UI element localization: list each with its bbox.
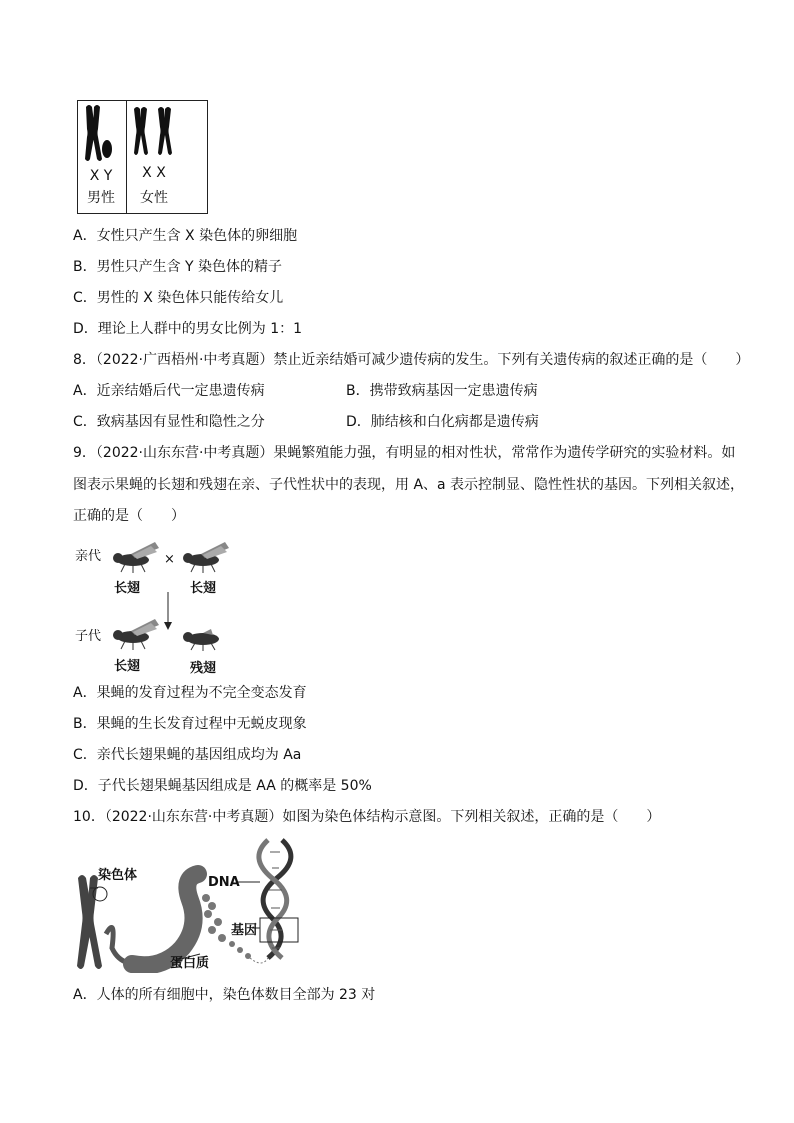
q9-option-c: C．亲代长翅果蝇的基因组成均为 Aa — [73, 747, 302, 763]
cross-symbol: × — [164, 552, 175, 567]
female-chromosome-label: X X — [142, 165, 166, 181]
offspring-left-trait: 长翅 — [114, 659, 141, 674]
q7-option-c: C．男性的 X 染色体只能传给女儿 — [73, 290, 284, 306]
q8-option-b: B．携带致病基因一定患遗传病 — [346, 383, 538, 399]
q7-option-d: D．理论上人群中的男女比例为 1：1 — [73, 321, 303, 337]
chromosome-label: 染色体 — [98, 868, 138, 883]
offspring-flies-icon — [103, 613, 233, 653]
q10-option-a: A．人体的所有细胞中，染色体数目全部为 23 对 — [73, 987, 376, 1003]
offspring-generation-label: 子代 — [75, 629, 102, 644]
q7-option-b: B．男性只产生含 Y 染色体的精子 — [73, 259, 283, 275]
q9-stem-line1: 9．（2022·山东东营·中考真题）果蝇繁殖能力强，有明显的相对性状，常常作为遗传学研究的实验材料。如 — [73, 445, 736, 461]
q8-stem: 8．（2022·广西梧州·中考真题）禁止近亲结婚可减少遗传病的发生。下列有关遗传病的叙述正确的是（ ） — [73, 352, 750, 368]
q9-option-a: A．果蝇的发育过程为不完全变态发育 — [73, 685, 307, 701]
q9-stem-line2: 图表示果蝇的长翅和残翅在亲、子代性状中的表现，用 A、a 表示控制显、隐性性状的基因。下列相关叙述， — [73, 477, 745, 493]
dna-label: DNA — [208, 875, 240, 890]
q9-stem-line3: 正确的是（ ） — [73, 508, 185, 524]
q8-option-d: D．肺结核和白化病都是遗传病 — [346, 414, 539, 430]
q9-option-d: D．子代长翅果蝇基因组成是 AA 的概率是 50% — [73, 778, 372, 794]
parent-left-trait: 长翅 — [114, 581, 141, 596]
chromosome-illustration — [78, 101, 206, 169]
parent-right-trait: 长翅 — [190, 581, 217, 596]
male-chromosome-label: X Y — [89, 168, 113, 184]
protein-label: 蛋白质 — [170, 956, 210, 971]
q10-stem: 10．（2022·山东东营·中考真题）如图为染色体结构示意图。下列相关叙述，正确的是（ ） — [73, 809, 661, 825]
gene-label: 基因 — [231, 923, 258, 938]
male-label: 男性 — [87, 190, 115, 206]
q9-option-b: B．果蝇的生长发育过程中无蜕皮现象 — [73, 716, 307, 732]
q7-option-a: A．女性只产生含 X 染色体的卵细胞 — [73, 228, 298, 244]
q8-option-c: C．致病基因有显性和隐性之分 — [73, 414, 265, 430]
q8-option-a: A．近亲结婚后代一定患遗传病 — [73, 383, 265, 399]
parent-generation-label: 亲代 — [75, 549, 102, 564]
offspring-right-trait: 残翅 — [190, 661, 217, 676]
female-label: 女性 — [140, 190, 168, 206]
